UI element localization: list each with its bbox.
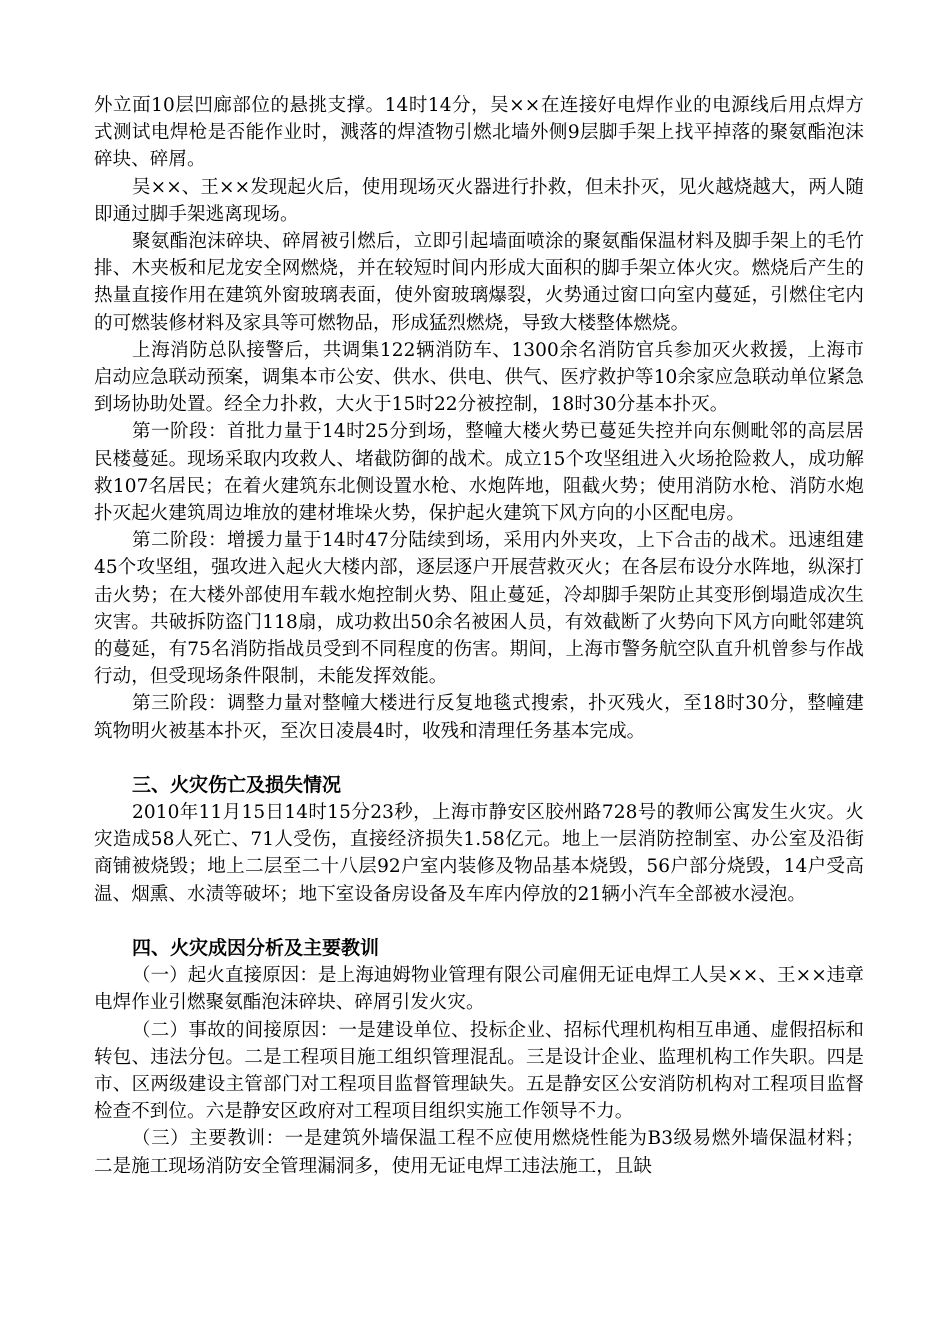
paragraph-stage-one: 第一阶段：首批力量于14时25分到场，整幢大楼火势已蔓延失控并向东侧毗邻的高层居民楼蔓延。现场采取内攻救人、堵截防御的战术。成立15个攻坚组进入火场抢险救人，成功解救107名居民；在着火建筑东北侧设置水枪、水炮阵地，阻截火势；使用消防水枪、消防水炮扑灭起火建筑周边堆放的建材堆垛火势，保护起火建筑下风方向的小区配电房。 xyxy=(94,421,864,525)
section-heading-casualties-losses: 三、火灾伤亡及损失情况 xyxy=(132,773,342,796)
paragraph-stage-three: 第三阶段：调整力量对整幢大楼进行反复地毯式搜索，扑灭残火，至18时30分，整幢建筑物明火被基本扑灭，至次日凌晨4时，收残和清理任务基本完成。 xyxy=(94,693,864,742)
paragraph-casualties-losses: 2010年11月15日14时15分23秒，上海市静安区胶州路728号的教师公寓发生火灾。火灾造成58人死亡、71人受伤，直接经济损失1.58亿元。地上一层消防控制室、办公室及沿街商铺被烧毁；地上二层至二十八层92户室内装修及物品基本烧毁，56户部分烧毁，14户受高温、烟熏、水渍等破坏；地下室设备房设备及车库内停放的21辆小汽车全部被水浸泡。 xyxy=(94,802,864,905)
paragraph-firefighting-response: 上海消防总队接警后，共调集122辆消防车、1300余名消防官兵参加灭火救援，上海市启动应急联动预案，调集本市公安、供水、供电、供气、医疗救护等10余家应急联动单位紧急到场协助处置。经全力扑救，大火于15时22分被控制，18时30分基本扑灭。 xyxy=(94,339,864,416)
document-page xyxy=(94,92,864,1180)
section-heading-causes-lessons: 四、火灾成因分析及主要教训 xyxy=(132,936,380,959)
paragraph-direct-cause: （一）起火直接原因：是上海迪姆物业管理有限公司雇佣无证电焊工人吴××、王××违章电焊作业引燃聚氨酯泡沫碎块、碎屑引发火灾。 xyxy=(94,965,865,1014)
paragraph-stage-two: 第二阶段：增援力量于14时47分陆续到场，采用内外夹攻，上下合击的战术。迅速组建45个攻坚组，强攻进入起火大楼内部，逐层逐户开展营救灭火；在各层布设分水阵地，纵深打击火势；在大楼外部使用车载水炮控制火势、阻止蔓延，冷却脚手架防止其变形倒塌造成次生灾害。共破拆防盗门118扇，成功救出50余名被困人员，有效截断了火势向下风方向毗邻建筑的蔓延，有75名消防指战员受到不同程度的伤害。期间，上海市警务航空队直升机曾参与作战行动，但受现场条件限制，未能发挥效能。 xyxy=(94,530,864,688)
paragraph-fire-spread: 聚氨酯泡沫碎块、碎屑被引燃后，立即引起墙面喷涂的聚氨酯保温材料及脚手架上的毛竹排、木夹板和尼龙安全网燃烧，并在较短时间内形成大面积的脚手架立体火灾。燃烧后产生的热量直接作用在建筑外窗玻璃表面，使外窗玻璃爆裂，火势通过窗口向室内蔓延，引燃住宅内的可燃装修材料及家具等可燃物品，形成猛烈燃烧，导致大楼整体燃烧。 xyxy=(94,231,864,334)
paragraph-workers-escape: 吴××、王××发现起火后，使用现场灭火器进行扑救，但未扑灭，见火越烧越大，两人随即通过脚手架逃离现场。 xyxy=(94,176,865,225)
paragraph-indirect-causes: （二）事故的间接原因：一是建设单位、投标企业、招标代理机构相互串通、虚假招标和转包、违法分包。二是工程项目施工组织管理混乱。三是设计企业、监理机构工作失职。四是市、区两级建设主管部门对工程项目监督管理缺失。五是静安区公安消防机构对工程项目监督检查不到位。六是静安区政府对工程项目组织实施工作领导不力。 xyxy=(94,1019,864,1123)
paragraph-ignition-continued: 外立面10层凹廊部位的悬挑支撑。14时14分，吴××在连接好电焊作业的电源线后用点焊方式测试电焊枪是否能作业时，溅落的焊渣物引燃北墙外侧9层脚手架上找平掉落的聚氨酯泡沫碎块、碎屑。 xyxy=(94,95,864,171)
paragraph-main-lessons: （三）主要教训：一是建筑外墙保温工程不应使用燃烧性能为B3级易燃外墙保温材料；二是施工现场消防安全管理漏洞多，使用无证电焊工违法施工，且缺 xyxy=(94,1128,864,1177)
